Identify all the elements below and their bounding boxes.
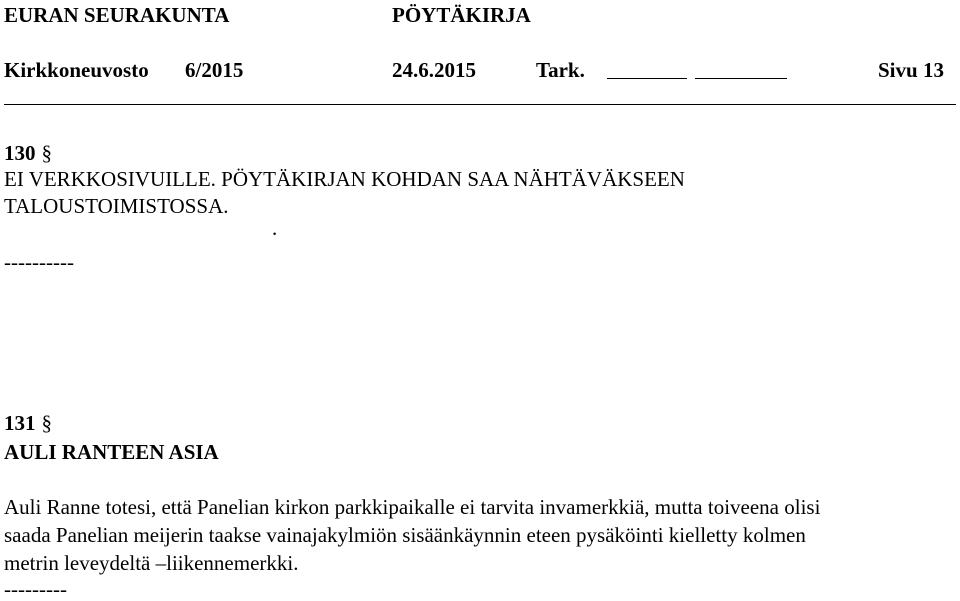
section-131-separator: --------- (4, 577, 67, 601)
section-130-dot: . (272, 216, 278, 240)
section-131-title: AULI RANTEEN ASIA (4, 440, 219, 464)
tark-signature-line-2 (695, 78, 787, 79)
organization-name: EURAN SEURAKUNTA (4, 3, 230, 27)
session-number: 6/2015 (185, 58, 244, 82)
section-130-number: 130 (4, 141, 36, 165)
tark-signature-line-1 (607, 78, 687, 79)
section-131-paragraph-line-2: saada Panelian meijerin taakse vainajakylmiön sisäänkäynnin eteen pysäköinti kielletty kolmen (4, 523, 806, 547)
meeting-date: 24.6.2015 (392, 58, 476, 82)
section-130-separator: ---------- (4, 250, 74, 274)
section-131-heading (4, 411, 52, 436)
section-130-line-2: TALOUSTOIMISTOSSA. (4, 194, 229, 218)
section-131-number: 131 (4, 411, 36, 435)
page-number: Sivu 13 (878, 58, 944, 82)
document-type: PÖYTÄKIRJA (392, 3, 531, 27)
section-sign-icon: § (41, 411, 52, 435)
header-divider (4, 104, 956, 105)
section-sign-icon: § (41, 141, 52, 165)
section-130-heading (4, 141, 52, 166)
tark-label: Tark. (536, 58, 585, 82)
section-131-paragraph-line-3: metrin leveydeltä –liikennemerkki. (4, 551, 299, 575)
section-131-paragraph-line-1: Auli Ranne totesi, että Panelian kirkon parkkipaikalle ei tarvita invamerkkiä, mutta toiveena olisi (4, 495, 821, 519)
section-130-line-1: EI VERKKOSIVUILLE. PÖYTÄKIRJAN KOHDAN SAA NÄHTÄVÄKSEEN (4, 167, 685, 191)
meeting-body: Kirkkoneuvosto (4, 58, 149, 82)
